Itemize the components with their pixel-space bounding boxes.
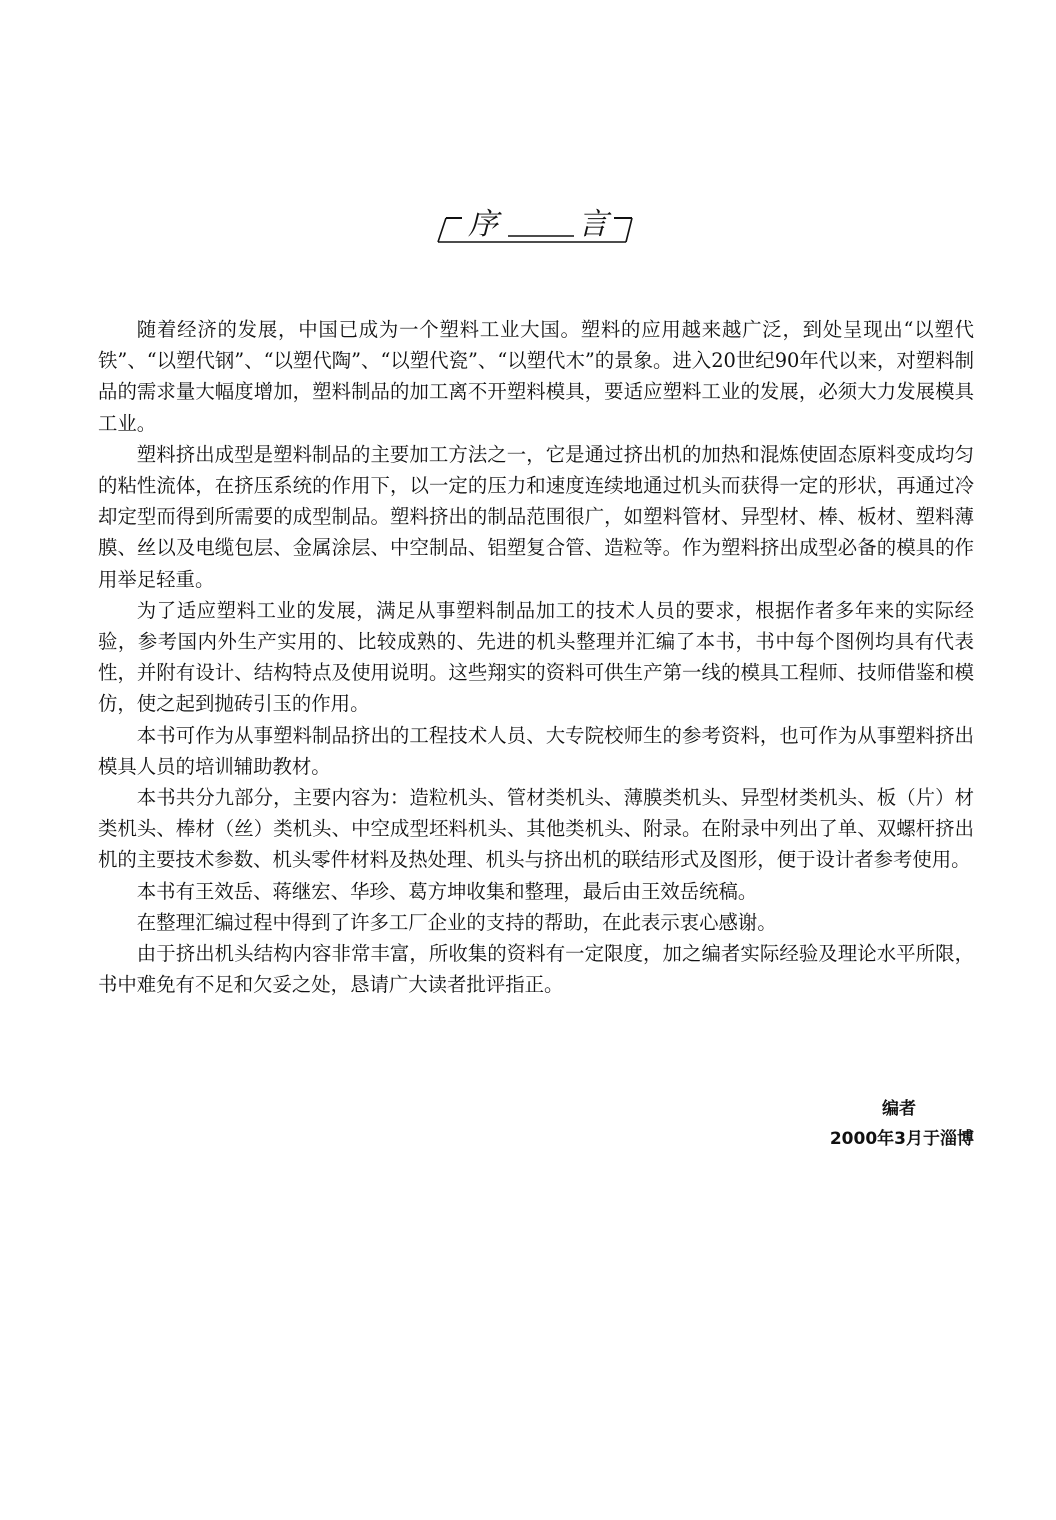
paragraph-5: 本书共分九部分，主要内容为：造粒机头、管材类机头、薄膜类机头、异型材类机头、板（片）材类机头、棒材（丝）类机头、中空成型坯料机头、其他类机头、附录。在附录中列出了单、双螺杆挤出机的主要技术参数、机头零件材料及热处理、机头与挤出机的联结形式及图形，便于设计者参考使用。 xyxy=(98,786,974,872)
signature-date-place: 2000年3月于淄博 xyxy=(829,1129,974,1149)
paragraph-2: 塑料挤出成型是塑料制品的主要加工方法之一，它是通过挤出机的加热和混炼使固态原料变成均匀的粘性流体，在挤压系统的作用下，以一定的压力和速度连续地通过机头而获得一定的形状，再通过冷却定型而得到所需要的成型制品。塑料挤出的制品范围很广，如塑料管材、异型材、棒、板材、塑料薄膜、丝以及电缆包层、金属涂层、中空制品、铝塑复合管、造粒等。作为塑料挤出成型必备的模具的作用举足轻重。 xyxy=(98,442,974,591)
paragraph-6: 本书有王效岳、蒋继宏、华珍、葛方坤收集和整理，最后由王效岳统稿。 xyxy=(136,879,758,903)
title-char-2: 言 xyxy=(578,207,608,242)
paragraph-7: 在整理汇编过程中得到了许多工厂企业的支持的帮助，在此表示衷心感谢。 xyxy=(136,910,777,934)
signature-block xyxy=(830,1094,974,1154)
signature-editor: 编者 xyxy=(882,1099,916,1119)
page-title xyxy=(436,206,638,246)
paragraph-4: 本书可作为从事塑料制品挤出的工程技术人员、大专院校师生的参考资料，也可作为从事塑料挤出模具人员的培训辅助教材。 xyxy=(98,723,974,778)
paragraph-3: 为了适应塑料工业的发展，满足从事塑料制品加工的技术人员的要求，根据作者多年来的实际经验，参考国内外生产实用的、比较成熟的、先进的机头整理并汇编了本书，书中每个图例均具有代表性，并附有设计、结构特点及使用说明。这些翔实的资料可供生产第一线的模具工程师、技师借鉴和模仿，使之起到抛砖引玉的作用。 xyxy=(98,598,974,716)
preface-body xyxy=(98,314,974,1000)
title-char-1: 序 xyxy=(468,207,498,242)
paragraph-8: 由于挤出机头结构内容非常丰富，所收集的资料有一定限度，加之编者实际经验及理论水平所限，书中难免有不足和欠妥之处，恳请广大读者批评指正。 xyxy=(98,942,974,997)
paragraph-1: 随着经济的发展，中国已成为一个塑料工业大国。塑料的应用越来越广泛，到处呈现出“以塑代铁”、“以塑代钢”、“以塑代陶”、“以塑代瓷”、“以塑代木”的景象。进入20世纪90年代以来，对塑料制品的需求量大幅度增加，塑料制品的加工离不开塑料模具，要适应塑料工业的发展，必须大力发展模具工业。 xyxy=(98,318,974,435)
